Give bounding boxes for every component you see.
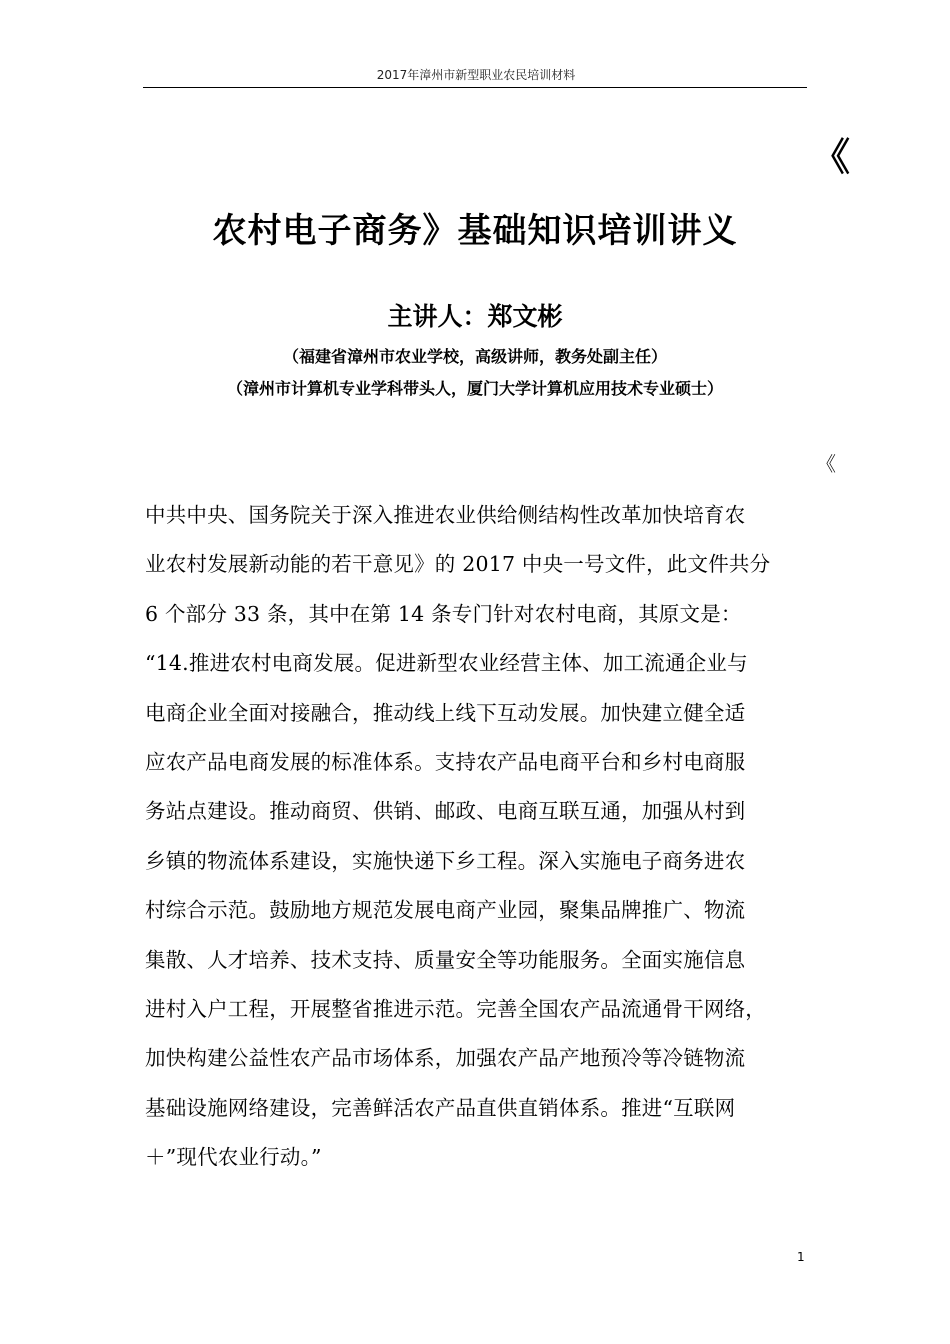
body-line: 6 个部分 33 条，其中在第 14 条专门针对农村电商，其原文是：	[145, 601, 742, 626]
presenter-affiliation-2: （漳州市计算机专业学科带头人，厦门大学计算机应用技术专业硕士）	[226, 379, 723, 398]
body-line: 应农产品电商发展的标准体系。支持农产品电商平台和乡村电商服	[145, 749, 746, 774]
presenter-affiliation-1: （福建省漳州市农业学校，高级讲师，教务处副主任）	[282, 347, 667, 366]
page-header: 2017年漳州市新型职业农民培训材料	[376, 68, 576, 82]
body-line: ＋”现代农业行动。”	[145, 1145, 322, 1170]
body-line: 村综合示范。鼓励地方规范发展电商产业园，聚集品牌推广、物流	[145, 898, 746, 923]
body-line: 基础设施网络建设，完善鲜活农产品直供直销体系。推进“互联网	[145, 1095, 736, 1120]
body-line: 进村入户工程，开展整省推进示范。完善全国农产品流通骨干网络，	[145, 996, 766, 1021]
body-line: 务站点建设。推动商贸、供销、邮政、电商互联互通，加强从村到	[145, 799, 746, 824]
body-line: 集散、人才培养、技术支持、质量安全等功能服务。全面实施信息	[145, 947, 746, 972]
title-open-mark: 《	[812, 135, 851, 179]
body-line: 加快构建公益性农产品市场体系，加强农产品产地预冷等冷链物流	[145, 1046, 746, 1071]
document-title: 农村电子商务》基础知识培训讲义	[212, 211, 738, 251]
body-line: 业农村发展新动能的若干意见》的 2017 中央一号文件，此文件共分	[145, 552, 771, 577]
body-line: 乡镇的物流体系建设，实施快递下乡工程。深入实施电子商务进农	[145, 848, 746, 873]
body-line: 电商企业全面对接融合，推动线上线下互动发展。加快建立健全适	[145, 700, 746, 725]
header-rule	[143, 87, 807, 88]
presenter-line: 主讲人：郑文彬	[387, 302, 563, 331]
page-number: 1	[797, 1250, 805, 1264]
body-open-mark: 《	[816, 452, 836, 476]
body-paragraph	[145, 491, 817, 1182]
body-line: “14.推进农村电商发展。促进新型农业经营主体、加工流通企业与	[145, 651, 748, 676]
body-line: 中共中央、国务院关于深入推进农业供给侧结构性改革加快培育农	[145, 503, 746, 527]
